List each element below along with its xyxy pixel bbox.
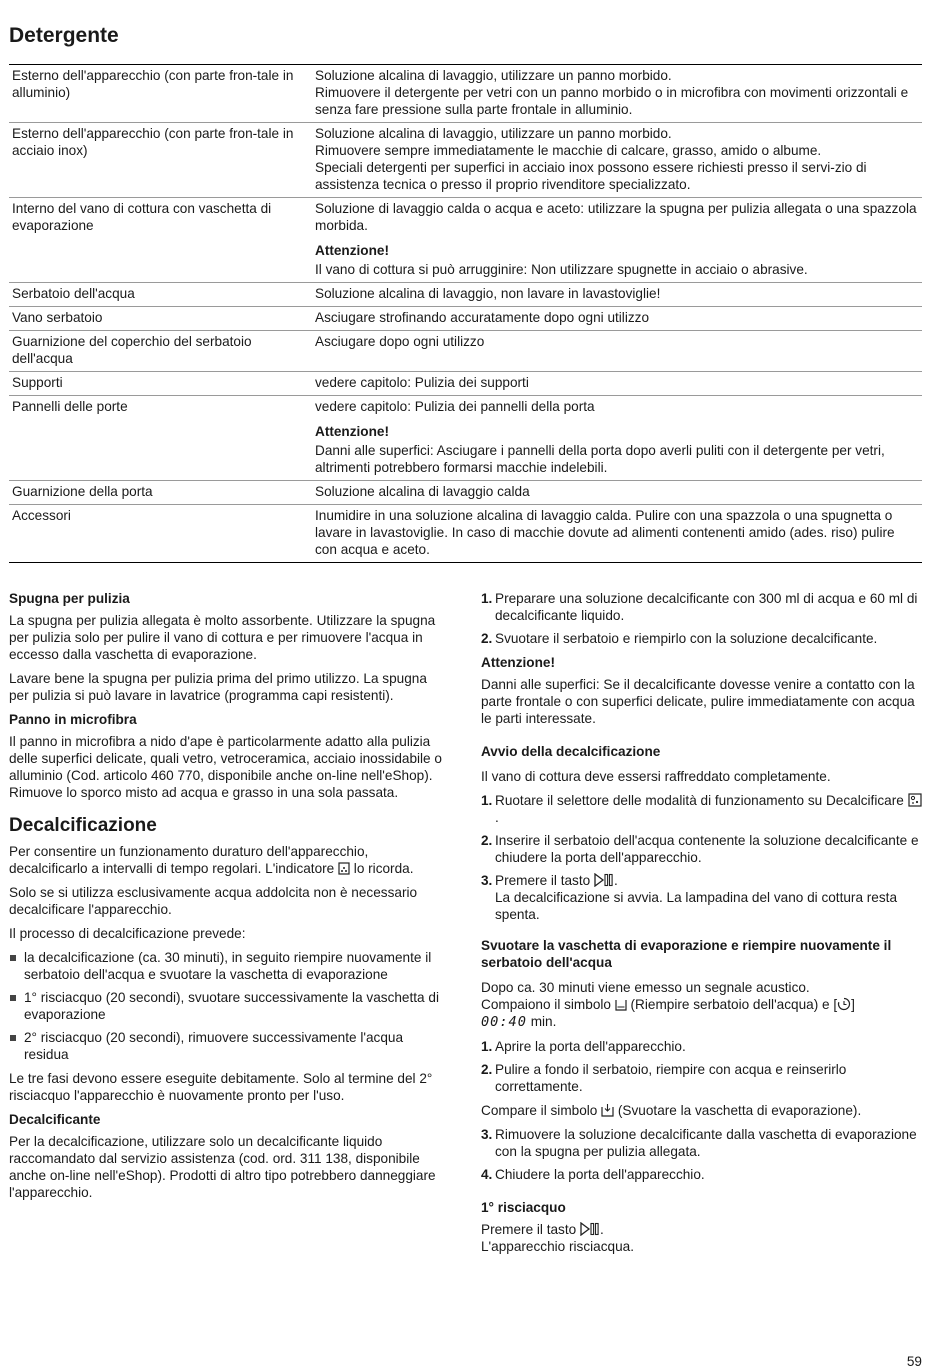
table-cell-item: Esterno dell'apparecchio (con parte fron-tale in acciaio inox)	[9, 123, 312, 198]
start-heading: Avvio della decalcificazione	[481, 744, 661, 759]
list-item: 1. Ruotare il selettore delle modalità di funzionamento su Decalcificare .	[481, 792, 922, 826]
empty-tray-heading: Svuotare la vaschetta di evaporazione e riempire nuovamente il serbatoio dell'acqua	[481, 938, 892, 970]
warning-text: Il vano di cottura si può arrugginire: Non utilizzare spugnette in acciaio o abrasive.	[315, 262, 808, 277]
descaling-text-2: Solo se si utilizza esclusivamente acqua addolcita non è necessario decalcificare l'apparecchio.	[9, 885, 418, 917]
empty-steps-a	[481, 1038, 922, 1095]
table-row	[9, 372, 922, 396]
list-item: 2. Pulire a fondo il serbatoio, riempire con acqua e reinserirlo correttamente.	[481, 1062, 847, 1094]
descaler-heading: Decalcificante	[9, 1112, 101, 1127]
table-row	[9, 123, 922, 198]
table-row	[9, 396, 922, 481]
right-column	[481, 590, 922, 1255]
table-cell-item: Guarnizione della porta	[9, 481, 312, 505]
empty-symbol-text: Compare il simbolo (Svuotare la vaschetta di evaporazione).	[481, 1103, 862, 1118]
list-item: 1° risciacquo (20 secondi), svuotare successivamente la vaschetta di evaporazione	[9, 989, 449, 1023]
instruction-line: Inumidire in una soluzione alcalina di lavaggio calda. Pulire con una spazzola o una spugnetta o lavare in lavastoviglie. In caso di macchie dovute ad alimenti contenenti amido (ades. riso) pulire con acqua e aceto.	[315, 508, 895, 557]
instruction-line: Asciugare strofinando accuratamente dopo ogni utilizzo	[315, 310, 650, 325]
descaling-intro: Per consentire un funzionamento duraturo dell'apparecchio, decalcificarlo a intervalli di tempo regolari. L'indicatore lo ricorda.	[9, 844, 414, 876]
descaling-text-4: Le tre fasi devono essere eseguite debitamente. Solo al termine del 2° risciacquo l'apparecchio è nuovamente pronto per l'uso.	[9, 1071, 433, 1103]
descale-indicator-icon	[338, 862, 350, 875]
fill-tank-icon	[615, 999, 627, 1011]
table-cell-instructions	[312, 283, 922, 307]
sponge-heading: Spugna per pulizia	[9, 591, 130, 606]
timer-icon	[837, 997, 851, 1011]
section-title: Detergente	[9, 24, 119, 47]
instruction-line: Rimuovere il detergente per vetri con un panno morbido o in microfibra con movimenti orizzontali e senza fare pressione sulla parte frontale in alluminio.	[315, 85, 909, 117]
descaling-heading: Decalcificazione	[9, 815, 157, 836]
instruction-line: vedere capitolo: Pulizia dei pannelli della porta	[315, 399, 595, 414]
warning-heading: Attenzione!	[315, 243, 390, 258]
warning-heading: Attenzione!	[315, 424, 390, 439]
table-row	[9, 198, 922, 283]
instruction-line: Soluzione alcalina di lavaggio calda	[315, 484, 530, 499]
table-cell-item: Supporti	[9, 372, 312, 396]
list-item: 2° risciacquo (20 secondi), rimuovere successivamente l'acqua residua	[9, 1029, 449, 1063]
table-cell-item: Esterno dell'apparecchio (con parte fron-tale in alluminio)	[9, 65, 312, 123]
list-item: 2. Inserire il serbatoio dell'acqua contenente la soluzione decalcificante e chiudere la porta dell'apparecchio.	[481, 833, 919, 865]
descaler-text: Per la decalcificazione, utilizzare solo un decalcificante liquido raccomandato dal servizio assistenza (cod. ord. 311 138, disponibile anche on-line nell'eShop). Prodotti di altro tipo potrebbero danneggiare l'apparecchio.	[9, 1134, 436, 1200]
table-cell-item: Accessori	[12, 508, 71, 523]
instruction-line: vedere capitolo: Pulizia dei supporti	[315, 375, 529, 390]
warning-text: Danni alle superfici: Asciugare i pannelli della porta dopo averli puliti con il detergente per vetri, altrimenti potrebbero formarsi macchie indelebili.	[315, 443, 885, 475]
table-cell-instructions	[312, 65, 922, 123]
table-cell-instructions	[312, 372, 922, 396]
instruction-line: Speciali detergenti per superfici in acciaio inox possono essere richiesti presso il servi-zio di assistenza tecnica o presso il proprio rivenditore specializzato.	[315, 160, 867, 192]
warning-heading: Attenzione!	[481, 655, 556, 670]
instruction-line: Soluzione alcalina di lavaggio, non lavare in lavastoviglie!	[315, 286, 661, 301]
page-number: 59	[906, 1354, 922, 1369]
sponge-text-2: Lavare bene la spugna per pulizia prima del primo utilizzo. La spugna per pulizia si può lavare in lavatrice (programma capi resistenti).	[9, 671, 427, 703]
table-row	[9, 65, 922, 123]
rinse-heading: 1° risciacquo	[481, 1200, 566, 1215]
instruction-line: Soluzione di lavaggio calda o acqua e aceto: utilizzare la spugna per pulizia allegata o una spazzola morbida.	[315, 201, 917, 233]
table-cell-instructions	[312, 481, 922, 505]
list-item: 3. Premere il tasto . La decalcificazione si avvia. La lampadina del vano di cottura resta spenta.	[481, 873, 898, 922]
table-cell-instructions	[312, 307, 922, 331]
start-steps	[481, 792, 922, 923]
instruction-line: Asciugare dopo ogni utilizzo	[315, 334, 485, 349]
table-row	[9, 283, 922, 307]
instruction-line: Soluzione alcalina di lavaggio, utilizzare un panno morbido.	[315, 68, 672, 83]
timer-display: 00:40	[481, 1014, 527, 1030]
table-row	[9, 307, 922, 331]
table-cell-item: Guarnizione del coperchio del serbatoio dell'acqua	[9, 331, 312, 372]
empty-steps-b	[481, 1126, 922, 1183]
left-column	[9, 590, 449, 1208]
microfiber-text: Il panno in microfibra a nido d'ape è particolarmente adatto alla pulizia delle superfici delicate, quali vetro, vetroceramica, acciaio inossidabile o alluminio (Cod. articolo 460 770, disponibile anche on-line nell'eShop). Rimuove lo sporco misto ad acqua e grasso in una sola passata.	[9, 734, 442, 800]
table-row	[9, 481, 922, 505]
list-item: la decalcificazione (ca. 30 minuti), in seguito riempire nuovamente il serbatoio dell'acqua e svuotare la vaschetta di evaporazione	[9, 949, 449, 983]
preparation-steps	[481, 590, 922, 647]
bullet-icon	[10, 955, 16, 961]
instruction-line: Rimuovere sempre immediatamente le macchie di calcare, grasso, amido o albume.	[315, 143, 822, 158]
table-cell-item: Vano serbatoio	[9, 307, 312, 331]
cleaning-table	[9, 64, 922, 563]
table-cell-instructions	[312, 505, 922, 563]
bullet-icon	[10, 995, 16, 1001]
list-item: 1. Aprire la porta dell'apparecchio.	[481, 1039, 686, 1054]
warning-text: Danni alle superfici: Se il decalcificante dovesse venire a contatto con la parte frontale o con superfici delicate, pulire immediatamente con acqua le parti interessate.	[481, 677, 915, 726]
table-cell-instructions	[312, 396, 922, 481]
start-pause-icon	[580, 1222, 600, 1236]
descaling-phases-list	[9, 949, 449, 1063]
table-row	[9, 505, 922, 563]
start-pause-icon	[594, 873, 614, 887]
signal-text: Dopo ca. 30 minuti viene emesso un segnale acustico.	[481, 980, 810, 995]
symbols-text: Compaiono il simbolo (Riempire serbatoio dell'acqua) e [ ] 00:40 min.	[481, 997, 855, 1030]
table-cell-instructions	[312, 331, 922, 372]
bullet-icon	[10, 1035, 16, 1041]
list-item: 3. Rimuovere la soluzione decalcificante dalla vaschetta di evaporazione con la spugna per pulizia allegata.	[481, 1127, 917, 1159]
rinse-text: Premere il tasto . L'apparecchio risciacqua.	[481, 1222, 634, 1254]
start-text: Il vano di cottura deve essersi raffreddato completamente.	[481, 769, 831, 784]
empty-tray-icon	[601, 1103, 614, 1117]
table-cell-instructions	[312, 198, 922, 283]
list-item: 4. Chiudere la porta dell'apparecchio.	[481, 1167, 705, 1182]
table-cell-instructions	[312, 123, 922, 198]
table-cell-item: Serbatoio dell'acqua	[9, 283, 312, 307]
descaling-text-3: Il processo di decalcificazione prevede:	[9, 926, 246, 941]
microfiber-heading: Panno in microfibra	[9, 712, 137, 727]
table-cell-item: Pannelli delle porte	[9, 396, 312, 481]
list-item: 2. Svuotare il serbatoio e riempirlo con la soluzione decalcificante.	[481, 631, 878, 646]
descale-mode-icon	[908, 793, 922, 807]
table-row	[9, 331, 922, 372]
list-item: 1. Preparare una soluzione decalcificante con 300 ml di acqua e 60 ml di decalcificante liquido.	[481, 591, 918, 623]
instruction-line: Soluzione alcalina di lavaggio, utilizzare un panno morbido.	[315, 126, 672, 141]
sponge-text-1: La spugna per pulizia allegata è molto assorbente. Utilizzare la spugna per pulizia solo per pulire il vano di cottura e per rimuovere l'acqua in eccesso dalla vaschetta di evaporazione.	[9, 613, 436, 662]
table-cell-item: Interno del vano di cottura con vaschetta di evaporazione	[9, 198, 312, 283]
